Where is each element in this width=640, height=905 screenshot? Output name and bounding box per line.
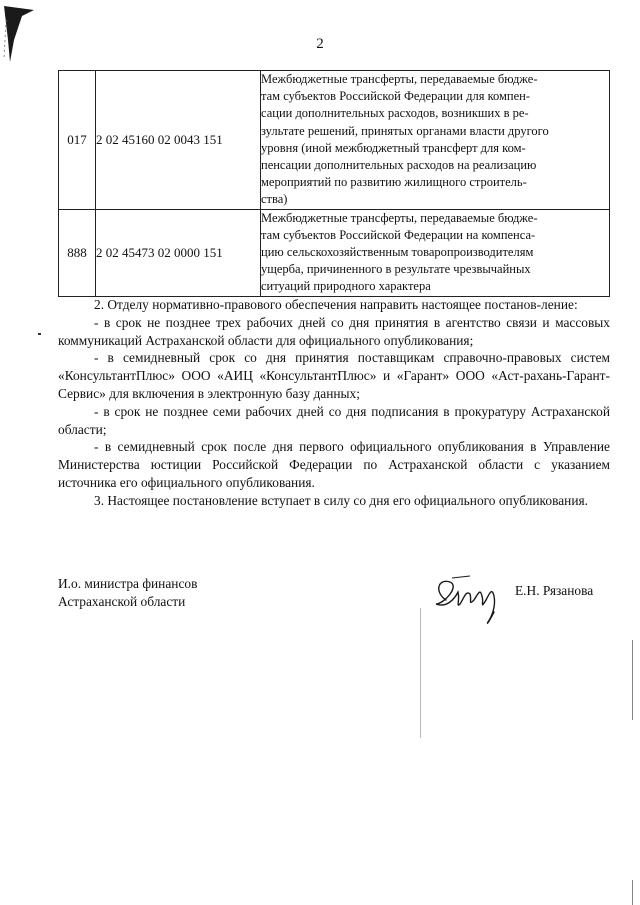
budget-classification-code-cell: 2 02 45473 02 0000 151 bbox=[96, 209, 261, 296]
admin-code-cell: 017 bbox=[59, 71, 96, 210]
budget-classification-code-cell: 2 02 45160 02 0043 151 bbox=[96, 71, 261, 210]
scan-artifact-line bbox=[632, 880, 633, 905]
scan-corner-mark bbox=[0, 0, 40, 70]
budget-codes-table bbox=[58, 70, 610, 297]
scan-artifact-line bbox=[420, 608, 421, 738]
paragraph-item: - в срок не позднее трех рабочих дней со дня принятия в агентство связи и массовых коммуникаций Астраханской области для официального опубликования; bbox=[58, 314, 610, 348]
paragraph-2: 2. Отделу нормативно-правового обеспечения направить настоящее постанов-ление: bbox=[94, 297, 578, 312]
resolution-body bbox=[58, 296, 610, 510]
description-cell: Межбюджетные трансферты, передаваемые бюдже- там субъектов Российской Федерации для компен- сации дополнительных расходов, возникших в ре- зультате решений, принятых органами власти другого уровня (иной межбюджетный трансферт для ком- пенсации дополнительных расходов на реализацию мероприятий по развитию жилищного строитель- ства) bbox=[261, 71, 610, 210]
paragraph-item: - в срок не позднее семи рабочих дней со дня подписания в прокуратуру Астраханской области; bbox=[58, 403, 610, 437]
signatory-title: И.о. министра финансов bbox=[58, 576, 198, 591]
paragraph-item: - в семидневный срок после дня первого официального опубликования в Управление Министерства юстиции Российской Федерации по Астраханской области с указанием источника его официального опубликования. bbox=[58, 439, 610, 490]
table-row bbox=[59, 71, 610, 210]
signatory-position bbox=[58, 575, 197, 611]
page-number: 2 bbox=[316, 36, 324, 52]
table-row bbox=[59, 209, 610, 296]
admin-code-cell: 888 bbox=[59, 209, 96, 296]
description-cell: Межбюджетные трансферты, передаваемые бюдже- там субъектов Российской Федерации на компенса- цию сельскохозяйственным товаропроизводителям ущерба, причиненного в результате чрезвычайных ситуаций природного характера bbox=[261, 209, 610, 296]
signatory-region: Астраханской области bbox=[58, 594, 186, 609]
handwritten-signature bbox=[430, 570, 515, 630]
paragraph-3: 3. Настоящее постановление вступает в силу со дня его официального опубликования. bbox=[94, 492, 588, 508]
paragraph-item: - в семидневный срок со дня принятия поставщикам справочно-правовых систем «КонсультантПлюс» ООО «АИЦ «КонсультантПлюс» и «Гарант» ООО «Аст-рахань-Гарант-Сервис» для включения в электронную базу данных; bbox=[58, 350, 610, 401]
scan-artifact-dot bbox=[38, 333, 41, 335]
scan-artifact-line bbox=[632, 640, 633, 720]
signatory-name: Е.Н. Рязанова bbox=[515, 583, 594, 598]
